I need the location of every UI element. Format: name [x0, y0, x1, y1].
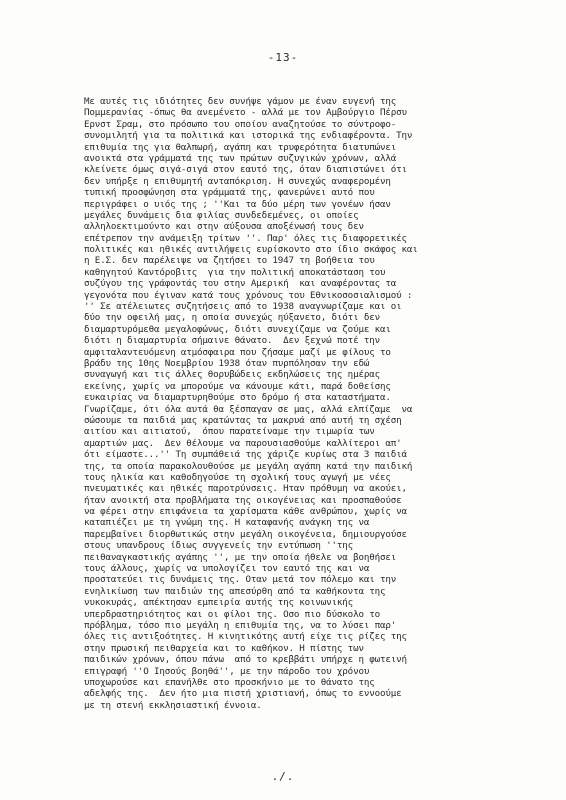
body-text [84, 96, 544, 711]
text-line: η Ε.Σ. δεν παρέλειψε να ζητήσει το 1947 τη βοήθεια του [84, 255, 375, 267]
text-line: ότι είμαστε...'' Τη συμπάθειά της χάριζε κυρίως στα 3 παιδιά [84, 449, 407, 461]
text-line: στους υπανδρους ίδιως συγγενείς την εντύπωση ''της [84, 540, 354, 552]
text-line: εκείνης, χωρίς να μπορούμε να κάνουμε κάτι, παρά δοθείσης [84, 380, 391, 392]
text-line: πρόβλημα, τόσο πιο μεγάλη η επιθυμία της, να το λύσει παρ' [84, 619, 397, 631]
text-line: Γνωρίζαμε, ότι όλα αυτά θα ξέσπαγαν σε μας, αλλά ελπίζαμε να [84, 403, 413, 415]
text-line: διότι η διαμαρτυρία σήμαινε θάνατο. Δεν ξεχνώ ποτέ την [84, 335, 380, 347]
text-line: σώσουμε τα παιδιά μας κρατώντας τα μακρυά από αυτή τη σχέση [84, 414, 402, 426]
text-line: αιτίου και αιτιατού, όπου παρατείναμε την τιμωρία των [84, 426, 375, 438]
text-line: καθηγητού Καντόροβιτς για την πολιτική αποκατάσταση του [84, 266, 386, 278]
text-line: συναγωγή και τις άλλες θορυβώδεις εκδηλώσεις της ημέρας [84, 369, 380, 381]
text-line: πειθαναγκαστικής αγάπης '', με την οποία ήθελε να βοηθήσει [84, 551, 397, 563]
text-line: Με αυτές τις ιδιότητες δεν συνήψε γάμον με έναν ευγενή της [84, 96, 397, 107]
text-line: αλληλοεκτιμούντο και στην αύξουσα αποξένωσή τους δεν [84, 221, 364, 233]
continuation-mark: ./. [271, 770, 295, 783]
text-line: πολιτικές και ηθικές αντιλήψεις ευρίσκοντο στο ίδιο σκάφος και [84, 244, 418, 256]
text-line: νυκοκυράς, απέκτησαν εμπειρία αυτής της κοινωνικής [84, 597, 354, 609]
text-line: ανοικτά στα γράμματά της των πρώτων συζυγικών χρόνων, αλλά [84, 152, 397, 164]
text-line: ενηλικίωση των παιδιών της απεσύρθη από τα καθήκοντα της [84, 585, 386, 597]
text-line: επιθυμία της για θαλπωρή, αγάπη και τρυφερότητα διατυπώνει [84, 141, 397, 153]
text-line: ήταν ανοικτή στα προβλήματα της οικογένειας και προσπαθούσε [84, 494, 402, 506]
text-line: παιδικών χρόνων, όπου πάνω από το κρεββάτι υπήρχε η φωτεινή [84, 654, 407, 666]
text-line: τους άλλους, χωρίς να υπολογίζει τον εαυτό της και να [84, 563, 370, 575]
text-line: πνευματικές και ηθικές παροτρύνσεις. Ηταν πρόθυμη να ακούει, [84, 483, 407, 495]
text-line: '' Σε ατέλειωτες συζητήσεις από το 1938 αναγνωρίζαμε και οι [84, 301, 402, 313]
text-line: υποχωρούσε και επανήλθε στο προσκήνιο με το θάνατο της [84, 676, 375, 688]
text-line: στην πρωσική πειθαρχεία και το καθήκον. Η πίστης των [84, 642, 364, 654]
text-line: αδελφής της. Δεν ήτο μια πιστή χριστιανή, όπως το εννοούμε [84, 688, 402, 700]
text-line: τυπική προσφώνηση στα γράμματά της, φανερώνει αυτό που [84, 187, 375, 199]
text-line: προστατεύει τις δυνάμεις της. Οταν μετά τον πόλεμο και την [84, 574, 397, 586]
text-line: κλείνετε όμως σιγά-σιγά στον εαυτό της, όταν διαπιστώνει ότι [84, 164, 407, 176]
text-line: βράδυ της 10ης Νοεμβρίου 1938 όταν πυρπόλησαν την εδώ [84, 357, 370, 369]
text-line: διαμαρτυρόμεθα μεγαλοφώνως, διότι συνεχίζαμε να ζούμε και [84, 323, 391, 335]
text-line: ευκαιρίας να διαμαρτυρηθούμε στο δρόμο ή στα καταστήματα. [84, 392, 391, 404]
text-line: αμαρτιών μας. Δεν θέλουμε να παρουσιασθούμε καλλίτεροι απ' [84, 437, 402, 449]
text-line: επέτρεπον την ανάμειξη τρίτων ''. Παρ' όλες τις διαφορετικές [84, 232, 407, 244]
text-line: αμφιταλαντευόμενη ατμόσφαιρα που ζήσαμε μαζί με φίλους το [84, 346, 391, 358]
text-line: περιγράφει ο υιός της ; ''Και τα δύο μέρη των γονέων ήσαν [84, 198, 391, 210]
text-line: γεγονότα που έγιναν κατά τους χρόνους του Εθνικοσοσιαλισμού : [84, 289, 413, 301]
text-line: μεγάλες δυνάμεις δια φιλίας συνδεδεμένες, οι οποίες [84, 209, 359, 221]
text-line: Ερνστ Σραμ, στο πρόσωπο του οποίου αναζητούσε το σύντροφο- [84, 118, 397, 130]
text-line: συνομιλητή για τα πολιτικά και ιστορικά της ενδιαφέροντα. Την [84, 130, 413, 142]
text-line: επιγραφή ''Ο Ιησούς βοηθά'', με την πάροδο του χρόνου [84, 665, 370, 677]
text-line: όλες τις αντιξοότητες. Η κινητικότης αυτή είχε τις ρίζες της [84, 631, 407, 643]
text-line: καταπιέζει με τη γνώμη της. Η καταφανής ανάγκη της να [84, 517, 370, 529]
text-line: συζύγου της γράφοντάς του στην Αμερική και αναφέροντας τα [84, 278, 397, 290]
text-line: δύο την οφειλή μας, η οποία συνεχώς ηύξανετο, διότι δεν [84, 312, 380, 324]
text-line: με τη στενή εκκλησιαστική έννοια. [84, 699, 262, 711]
text-line: Πομμερανίας -όπως θα ανεμένετο - αλλά με τον Αμβούργιο Πέρσυ [84, 107, 407, 119]
text-line: τους ηλικία και καθοδηγούσε τη σχολική τους αγωγή με νέες [84, 471, 391, 483]
page-number: -13- [267, 51, 299, 64]
text-line: να φέρει στην επιφάνεια τα χαρίσματα κάθε ανθρώπου, χωρίς να [84, 506, 407, 518]
text-line: παρεμβαίνει διορθωτικώς στην μεγάλη οικογένεια, δημιουργούσε [84, 528, 407, 540]
text-line: υπερδραστηριότητος και οι φίλοι της. Οσο πιο δύσκολο το [84, 608, 380, 620]
text-line: της, τα οποία παρακολουθούσε με μεγάλη αγάπη κατά την παιδική [84, 460, 413, 472]
text-line: δεν υπήρξε η επιθυμητή ανταπόκριση. Η συνεχώς αναφερομένη [84, 175, 391, 187]
